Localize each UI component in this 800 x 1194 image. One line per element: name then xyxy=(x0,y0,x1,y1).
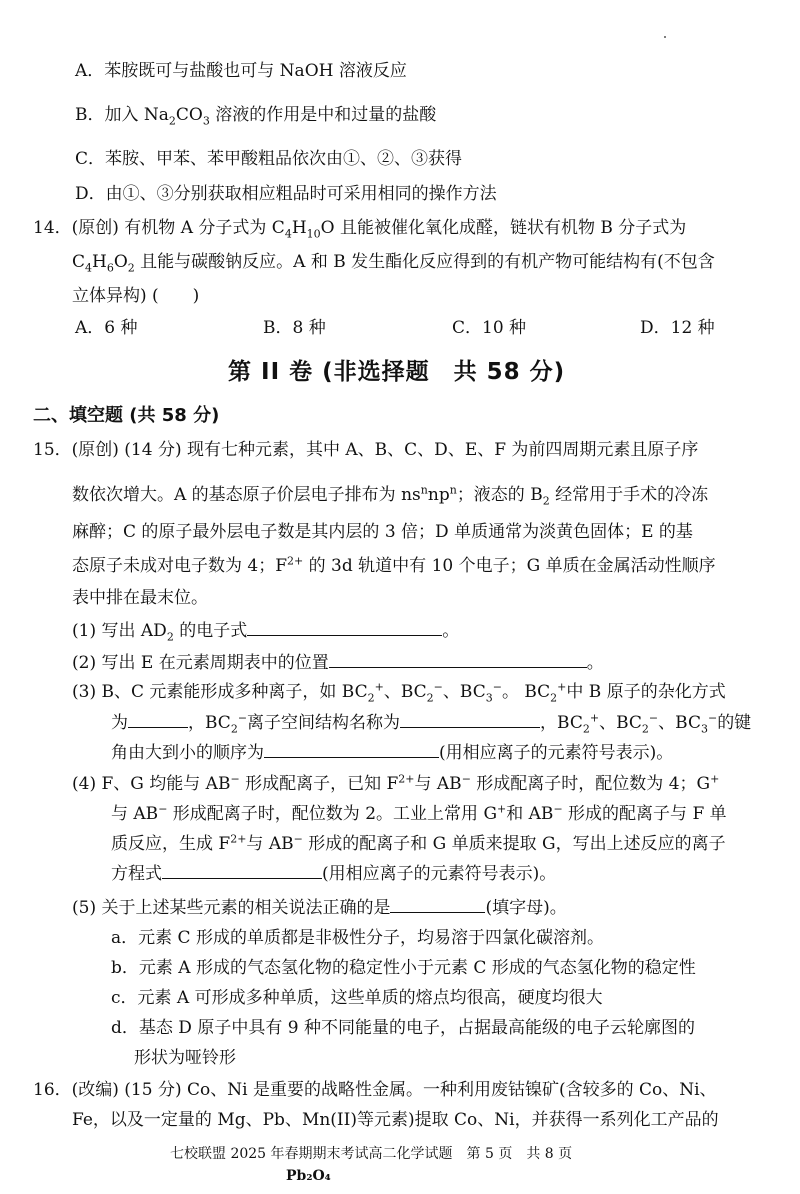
q15-part3-line2: 为 ，$BC_2^-$离子空间结构名称为 ，$BC_2^+$、$BC_2^-$、$BC_3^-$的键 xyxy=(111,711,752,736)
q13-option-c: C．苯胺、甲苯、苯甲酸粗品依次由①、②、③获得 xyxy=(75,149,463,169)
q15-part4-m: (用相应离子的元素符号表示)。 xyxy=(322,864,557,884)
q15-choice-a: a．元素 C 形成的单质都是非极性分子，均易溶于四氯化碳溶剂。 xyxy=(111,928,604,948)
q15-part5-a: (5) 关于上述某些元素的相关说法正确的是 xyxy=(72,898,391,918)
q15-part3-b: 中 B 原子的杂化方式 xyxy=(566,682,726,702)
q15-choice-d-line1: d．基态 D 原子中具有 9 种不同能量的电子，占据最高能级的电子云轮廓图的 xyxy=(111,1018,695,1038)
q15-line4: 态原子未成对电子数为 4；$F^{2+}$ 的 3d 轨道中有 10 个电子；G 单质在金属活动性顺序 xyxy=(72,554,716,576)
q14-line3: 立体异构) ( ) xyxy=(72,286,200,306)
q15-part3-c: 为 xyxy=(111,713,128,733)
q14-option-d: D．12 种 xyxy=(640,318,715,338)
q14-option-c: C．10 种 xyxy=(452,318,527,338)
q15-part4-k: 形成的配离子和 G 单质来提取 G，写出上述反应的离子 xyxy=(302,834,726,854)
q15-part4-a: (4) F、G 均能与 xyxy=(72,774,206,794)
q15-line2: 数依次增大。A 的基态原子价层电子排布为 $ns^nnp^n$；液态的 $B_2$ 经常用于手术的冷冻 xyxy=(72,483,709,508)
speck xyxy=(664,36,666,38)
answer-blank-3c[interactable] xyxy=(264,741,439,758)
answer-blank-4[interactable] xyxy=(162,862,322,879)
q15-part3-d: 离子空间结构名称为 xyxy=(247,713,401,733)
q15-part3-f: 角由大到小的顺序为 xyxy=(111,743,264,763)
q15-line4-a: 态原子未成对电子数为 4； xyxy=(72,556,276,576)
q15-part3-a: (3) B、C 元素能形成多种离子，如 xyxy=(72,682,342,702)
q15-part4-line1: (4) F、G 均能与 AB− 形成配离子，已知 $F^{2+}$与 AB− 形成配离子时，配位数为 4；G+ xyxy=(72,772,720,794)
q15-part4-line3: 质反应，生成 $F^{2+}$与 AB− 形成的配离子和 G 单质来提取 G，写出上述反应的离子 xyxy=(111,832,726,854)
q14-option-b: B．8 种 xyxy=(263,318,326,338)
q15-part4-b: 形成配离子，已知 xyxy=(239,774,387,794)
bottom-formula: Pb₂O₄ xyxy=(286,1168,331,1184)
q15-line2-a: 数依次增大。A 的基态原子价层电子排布为 xyxy=(72,485,402,505)
q15-part4-line2: 与 AB− 形成配离子时，配位数为 2。工业上常用 G+和 AB− 形成的配离子与 F 单 xyxy=(111,802,727,824)
q15-part5-b: (填字母)。 xyxy=(485,898,567,918)
q15-part4-i: 质反应，生成 xyxy=(111,834,219,854)
q15-line2-c: 经常用于手术的冷冻 xyxy=(549,485,709,505)
section-title: 第 II 卷 (非选择题 共 58 分) xyxy=(228,359,566,385)
q15-part4-d: 形成配离子时，配位数为 4； xyxy=(470,774,697,794)
q15-part4-c: 与 xyxy=(414,774,437,794)
q16-line2: Fe，以及一定量的 Mg、Pb、Mn(II)等元素)提取 Co、Ni，并获得一系列化工产品的 xyxy=(72,1110,719,1130)
q15-part5 xyxy=(72,896,567,920)
q15-line4-b: 的 3d 轨道中有 10 个电子；G 单质在金属活动性顺序 xyxy=(303,556,716,576)
answer-blank-1[interactable] xyxy=(247,619,442,636)
q15-part3-line3 xyxy=(111,741,673,765)
q14-line1: 14．(原创) 有机物 A 分子式为 $C_4H_{10}O$ 且能被催化氧化成醛，链状有机物 B 分子式为 xyxy=(33,218,687,241)
q15-part4-f: 形成配离子时，配位数为 2。工业上常用 xyxy=(167,804,484,824)
q13-option-b: B．加入 $Na_2CO_3$ 溶液的作用是中和过量的盐酸 xyxy=(75,105,437,128)
q15-part1-b: 的电子式 xyxy=(173,621,248,641)
answer-blank-5[interactable] xyxy=(390,896,485,913)
q15-part4-j: 与 xyxy=(246,834,269,854)
q15-part4-line4 xyxy=(111,862,556,886)
q15-part4-h: 形成的配离子与 F 单 xyxy=(562,804,727,824)
q15-part1-a: (1) 写出 xyxy=(72,621,141,641)
q15-line5: 表中排在最末位。 xyxy=(72,588,208,608)
q15-part3-line1: (3) B、C 元素能形成多种离子，如 $BC_2^+$、$BC_2^-$、$BC_3^-$。 $BC_2^+$中 B 原子的杂化方式 xyxy=(72,680,726,705)
section-subtitle: 二、填空题 (共 58 分) xyxy=(33,405,220,426)
q16-line1: 16．(改编) (15 分) Co、Ni 是重要的战略性金属。一种利用废钴镍矿(含较多的 Co、Ni、 xyxy=(33,1080,717,1100)
q15-part2: (2) 写出 E 在元素周期表中的位置 。 xyxy=(72,653,604,673)
q13-option-b-pre: B．加入 xyxy=(75,105,144,125)
q15-part3-e: 的键 xyxy=(717,713,752,733)
q15-line3: 麻醉；C 的原子最外层电子数是其内层的 3 倍；D 单质通常为淡黄色固体；E 的基 xyxy=(72,522,693,542)
q13-option-a: A．苯胺既可与盐酸也可与 NaOH 溶液反应 xyxy=(75,61,407,81)
q15-choice-b: b．元素 A 形成的气态氢化物的稳定性小于元素 C 形成的气态氢化物的稳定性 xyxy=(111,958,696,978)
q13-option-d: D．由①、③分别获取相应粗品时可采用相同的操作方法 xyxy=(75,184,497,204)
q14-line1-b: 且能被催化氧化成醛，链状有机物 B 分子式为 xyxy=(334,218,687,238)
q14-line2: $C_4H_6O_2$ 且能与碳酸钠反应。A 和 B 发生酯化反应得到的有机产物可能结构有(不包含 xyxy=(72,252,715,275)
q15-part4-l: 方程式 xyxy=(111,864,162,884)
q14-line1-a: 14．(原创) 有机物 A 分子式为 xyxy=(33,218,272,238)
q14-line2-b: 且能与碳酸钠反应。A 和 B 发生酯化反应得到的有机产物可能结构有(不包含 xyxy=(134,252,715,272)
q15-choice-d-line2: 形状为哑铃形 xyxy=(134,1048,236,1068)
q15-part1: (1) 写出 $AD_2$ 的电子式 。 xyxy=(72,621,460,644)
q15-part2-text: (2) 写出 E 在元素周期表中的位置 xyxy=(72,653,329,673)
q14-option-a: A．6 种 xyxy=(75,318,138,338)
answer-blank-3b[interactable] xyxy=(400,711,540,728)
answer-blank-2[interactable] xyxy=(329,651,587,668)
q15-part4-g: 和 xyxy=(506,804,529,824)
q13-option-b-post: 溶液的作用是中和过量的盐酸 xyxy=(209,105,437,125)
q15-line2-b: ；液态的 xyxy=(456,485,531,505)
q15-choice-c: c．元素 A 可形成多种单质，这些单质的熔点均很高，硬度均很大 xyxy=(111,988,603,1008)
answer-blank-3a[interactable] xyxy=(128,711,188,728)
q15-part3-g: (用相应离子的元素符号表示)。 xyxy=(439,743,674,763)
q15-line1: 15．(原创) (14 分) 现有七种元素，其中 A、B、C、D、E、F 为前四周期元素且原子序 xyxy=(33,440,699,460)
page-footer: 七校联盟 2025 年春期期末考试高二化学试题 第 5 页 共 8 页 xyxy=(170,1146,573,1162)
q15-part4-e: 与 xyxy=(111,804,134,824)
